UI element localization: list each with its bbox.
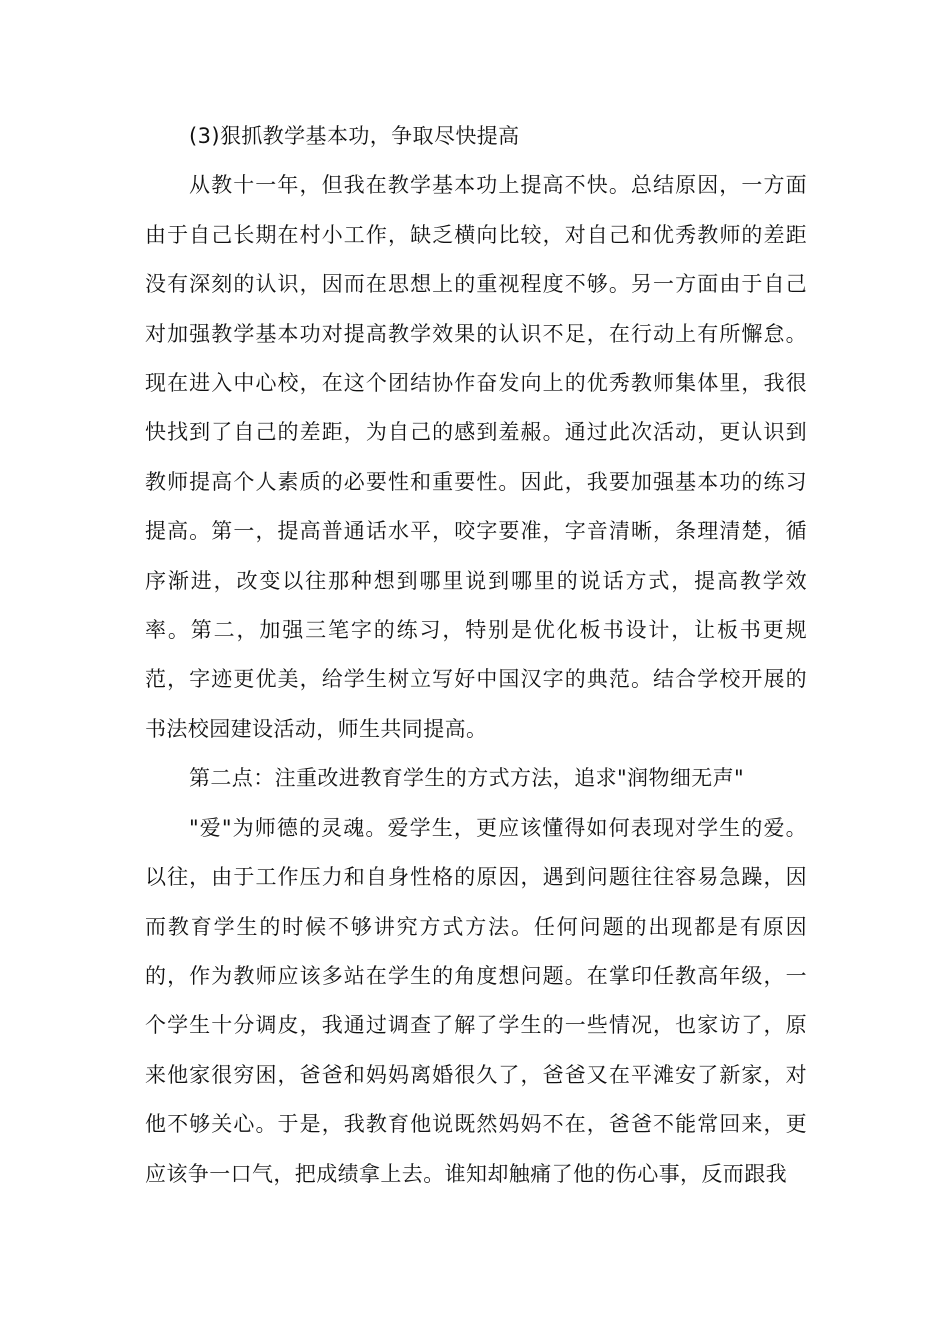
section-heading-point-two: 第二点：注重改进教育学生的方式方法，追求"润物细无声": [189, 766, 745, 791]
paragraph-basic-skills: 从教十一年，但我在教学基本功上提高不快。总结原因，一方面由于自己长期在村小工作，缺乏横向比较，对自己和优秀教师的差距没有深刻的认识，因而在思想上的重视程度不够。另一方面由于自己对加强教学基本功对提高教学效果的认识不足，在行动上有所懈怠。现在进入中心校，在这个团结协作奋发向上的优秀教师集体里，我很快找到了自己的差距，为自己的感到羞赧。通过此次活动，更认识到教师提高个人素质的必要性和重要性。因此，我要加强基本功的练习提高。第一，提高普通话水平，咬字要准，字音清晰，条理清楚，循序渐进，改变以往那种想到哪里说到哪里的说话方式，提高教学效率。第二，加强三笔字的练习，特别是优化板书设计，让板书更规范，字迹更优美，给学生树立写好中国汉字的典范。结合学校开展的书法校园建设活动，师生共同提高。: [145, 173, 807, 741]
section-heading-3: (3)狠抓教学基本功，争取尽快提高: [189, 124, 520, 148]
document-body: [145, 112, 807, 1199]
paragraph-love-students: "爱"为师德的灵魂。爱学生，更应该懂得如何表现对学生的爱。以往，由于工作压力和自身性格的原因，遇到问题往往容易急躁，因而教育学生的时候不够讲究方式方法。任何问题的出现都是有原因的，作为教师应该多站在学生的角度想问题。在掌印任教高年级，一个学生十分调皮，我通过调查了解了学生的一些情况，也家访了，原来他家很穷困，爸爸和妈妈离婚很久了，爸爸又在平滩安了新家，对他不够关心。于是，我教育他说既然妈妈不在，爸爸不能常回来，更应该争一口气，把成绩拿上去。谁知却触痛了他的伤心事，反而跟我: [145, 815, 807, 1186]
